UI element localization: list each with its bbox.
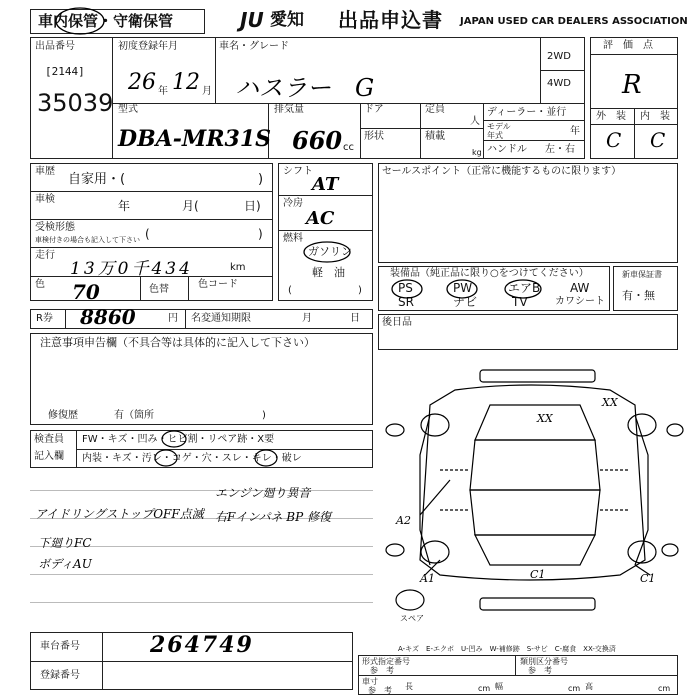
form-title: 出品申込書 (338, 8, 443, 32)
fuel-paren-close: ) (358, 285, 362, 296)
association-name: JAPAN USED CAR DEALERS ASSOCIATION (460, 16, 688, 27)
handle-options: 左・右 (545, 144, 575, 155)
interior-label: 内 装 (640, 111, 670, 122)
cooling-value: AC (306, 208, 335, 229)
tax-day: 日 (350, 313, 360, 324)
capacity-label: 定員 (425, 104, 445, 115)
history-value: 自家用・( (68, 172, 126, 187)
acceptance-note: 車検付きの場合も記入して下さい (35, 236, 140, 244)
drive-4wd: 4WD (547, 78, 571, 89)
later-date-box (378, 314, 678, 350)
ju-logo: JU (240, 8, 264, 32)
recycle-value: 8860 (80, 305, 136, 329)
category-label: 類別区分番号 (520, 657, 568, 666)
equip-tv: TV (512, 295, 528, 309)
recycle-unit: 円 (168, 313, 178, 324)
recycle-label: R券 (36, 313, 53, 324)
tax-label: 名変通知期限 (191, 313, 251, 324)
model-year-unit: 年 (570, 126, 580, 137)
grade-value: R (622, 70, 642, 100)
width-label: 幅 (495, 682, 503, 691)
damage-legend: A-キズ E-エクボ U-凹み W-補修跡 S-サビ C-腐食 XX-交換済 (398, 645, 616, 653)
equip-aw: AW (570, 281, 590, 295)
color-label: 色 (35, 279, 45, 290)
dealer-label: ディーラー・並行 (487, 107, 567, 118)
color-changed-label: 色替 (149, 284, 169, 295)
handwritten-line5: 右Fインパネ BP 修復 (215, 510, 332, 524)
model-year-label: モデル年式 (487, 122, 511, 140)
inspector-circles-icon (150, 430, 300, 452)
exterior-value: C (606, 128, 622, 152)
capacity-unit: 人 (470, 116, 480, 127)
length-unit: cm (478, 684, 491, 693)
shift-label: シフト (283, 166, 313, 177)
ref-label1: 参 考 (370, 666, 394, 675)
history-close: ) (258, 172, 264, 187)
lot-small-number: [2144] (45, 65, 85, 78)
ref-label3: 参 考 (368, 686, 392, 695)
inspection-year: 年 (118, 199, 131, 213)
fuel-paren-open: ( (288, 285, 292, 296)
equip-navi: ナビ (453, 295, 478, 309)
damage-mark-c1b: C1 (640, 572, 656, 585)
plate-label: 登録番号 (40, 670, 80, 681)
handle-label: ハンドル (487, 144, 527, 155)
inspection-label: 車検 (35, 194, 55, 205)
fuel-label: 燃料 (283, 233, 303, 244)
lot-number: 35039 (37, 89, 114, 117)
registration-year-unit: 年 (158, 86, 168, 97)
inspector-label1: 検査員 (34, 434, 64, 445)
damage-mark-xx1: XX (537, 412, 553, 425)
acceptance-label: 受検形態 (35, 222, 75, 233)
shift-value: AT (312, 174, 339, 195)
damage-mark-a1: A1 (420, 572, 435, 585)
damage-mark-c1a: C1 (530, 568, 546, 581)
later-date-label: 後日品 (382, 317, 412, 328)
equip-ps: PS (398, 281, 413, 295)
length-label: 長 (405, 682, 413, 691)
displacement-unit: cc (343, 142, 354, 153)
grade-label: 評 価 点 (603, 40, 653, 51)
inspector-row1: FW・キズ・凹み・ヒビ割・リペア跡・X要 (82, 434, 275, 445)
color-code-label: 色コード (198, 279, 238, 290)
drive-2wd: 2WD (547, 51, 571, 62)
damage-mark-xx2: XX (602, 396, 618, 409)
repair-close: ) (262, 410, 266, 421)
equip-seat: カワシート (555, 296, 605, 307)
chassis-value: 264749 (150, 632, 254, 658)
color-value: 70 (72, 280, 100, 304)
storage-title: 車内保管・守衛保管 (38, 12, 174, 30)
acceptance-open: ( (145, 227, 150, 241)
sales-points-label: セールスポイント（正常に機能するものに限ります） (382, 166, 622, 177)
registration-month: 12 (172, 70, 200, 95)
spare-label: スペア (400, 614, 424, 623)
fuel-gasoline: ガソリン (308, 245, 352, 258)
sales-points-box (378, 163, 678, 263)
repair-label: 修復歴 (48, 410, 78, 421)
fuel-circle-icon (302, 240, 352, 264)
warranty-label: 新車保証書 (622, 270, 662, 279)
width-unit: cm (568, 684, 581, 693)
interior-value: C (650, 128, 666, 152)
damage-mark-a2: A2 (396, 514, 411, 527)
inspector-row2: 内装・キズ・汚レ・コゲ・穴・スレ・キレ・破レ (82, 453, 302, 464)
notes-label: 注意事項申告欄（不具合等は具体的に記入して下さい） (40, 336, 315, 349)
displacement-value: 660 (292, 126, 343, 155)
logo-region: 愛知 (270, 10, 304, 30)
fuel-diesel: 軽 油 (312, 266, 345, 279)
load-unit: kg (472, 148, 482, 157)
model-label: 型式 (118, 104, 138, 115)
mileage-unit: km (230, 262, 246, 273)
registration-label: 初度登録年月 (118, 41, 178, 52)
chassis-label: 車台番号 (40, 641, 80, 652)
body-type-label: 形状 (364, 131, 384, 142)
mileage-value: 13万0千434 (70, 259, 193, 279)
handwritten-line4: エンジン廻り異音 (215, 486, 311, 500)
circled-mark-icon (52, 6, 112, 36)
doors-label: ドア (364, 104, 384, 115)
cooling-label: 冷房 (283, 198, 303, 209)
registration-year: 26 (128, 70, 156, 95)
inspection-day: 日) (244, 199, 261, 213)
handwritten-line3: ボディAU (38, 557, 92, 571)
form-label: 形式指定番号 (362, 657, 410, 666)
history-label: 車歴 (35, 166, 55, 177)
displacement-label: 排気量 (274, 104, 304, 115)
model-value: DBA-MR31S (118, 126, 272, 152)
inspector-label2: 記入欄 (34, 451, 64, 462)
repair-value: 有（箇所 (114, 410, 154, 421)
equip-airbag: エアB (508, 281, 541, 295)
warranty-options: 有・無 (622, 289, 655, 302)
dims-label: 車寸 (362, 677, 378, 686)
equip-sr: SR (398, 295, 414, 309)
equipment-label: 装備品（純正品に限り○をつけてください） (390, 268, 589, 279)
exterior-label: 外 装 (596, 111, 626, 122)
inspection-month: 月( (182, 199, 199, 213)
load-label: 積載 (425, 131, 445, 142)
acceptance-close: ) (258, 227, 263, 241)
lot-label: 出品番号 (35, 41, 75, 52)
height-unit: cm (658, 684, 671, 693)
ref-label2: 参 考 (528, 666, 552, 675)
equip-pw: PW (453, 281, 473, 295)
handwritten-line2: 下廻りFC (38, 536, 92, 550)
car-name-label: 車名・グレード (219, 41, 289, 52)
handwritten-line1: アイドリングストップOFF点滅 (35, 507, 204, 521)
mileage-label: 走行 (35, 250, 55, 261)
registration-month-unit: 月 (202, 86, 212, 97)
height-label: 高 (585, 682, 593, 691)
car-name-value: ハスラー G (235, 74, 375, 102)
tax-month: 月 (302, 313, 312, 324)
equipment-circles-icon (390, 278, 560, 300)
